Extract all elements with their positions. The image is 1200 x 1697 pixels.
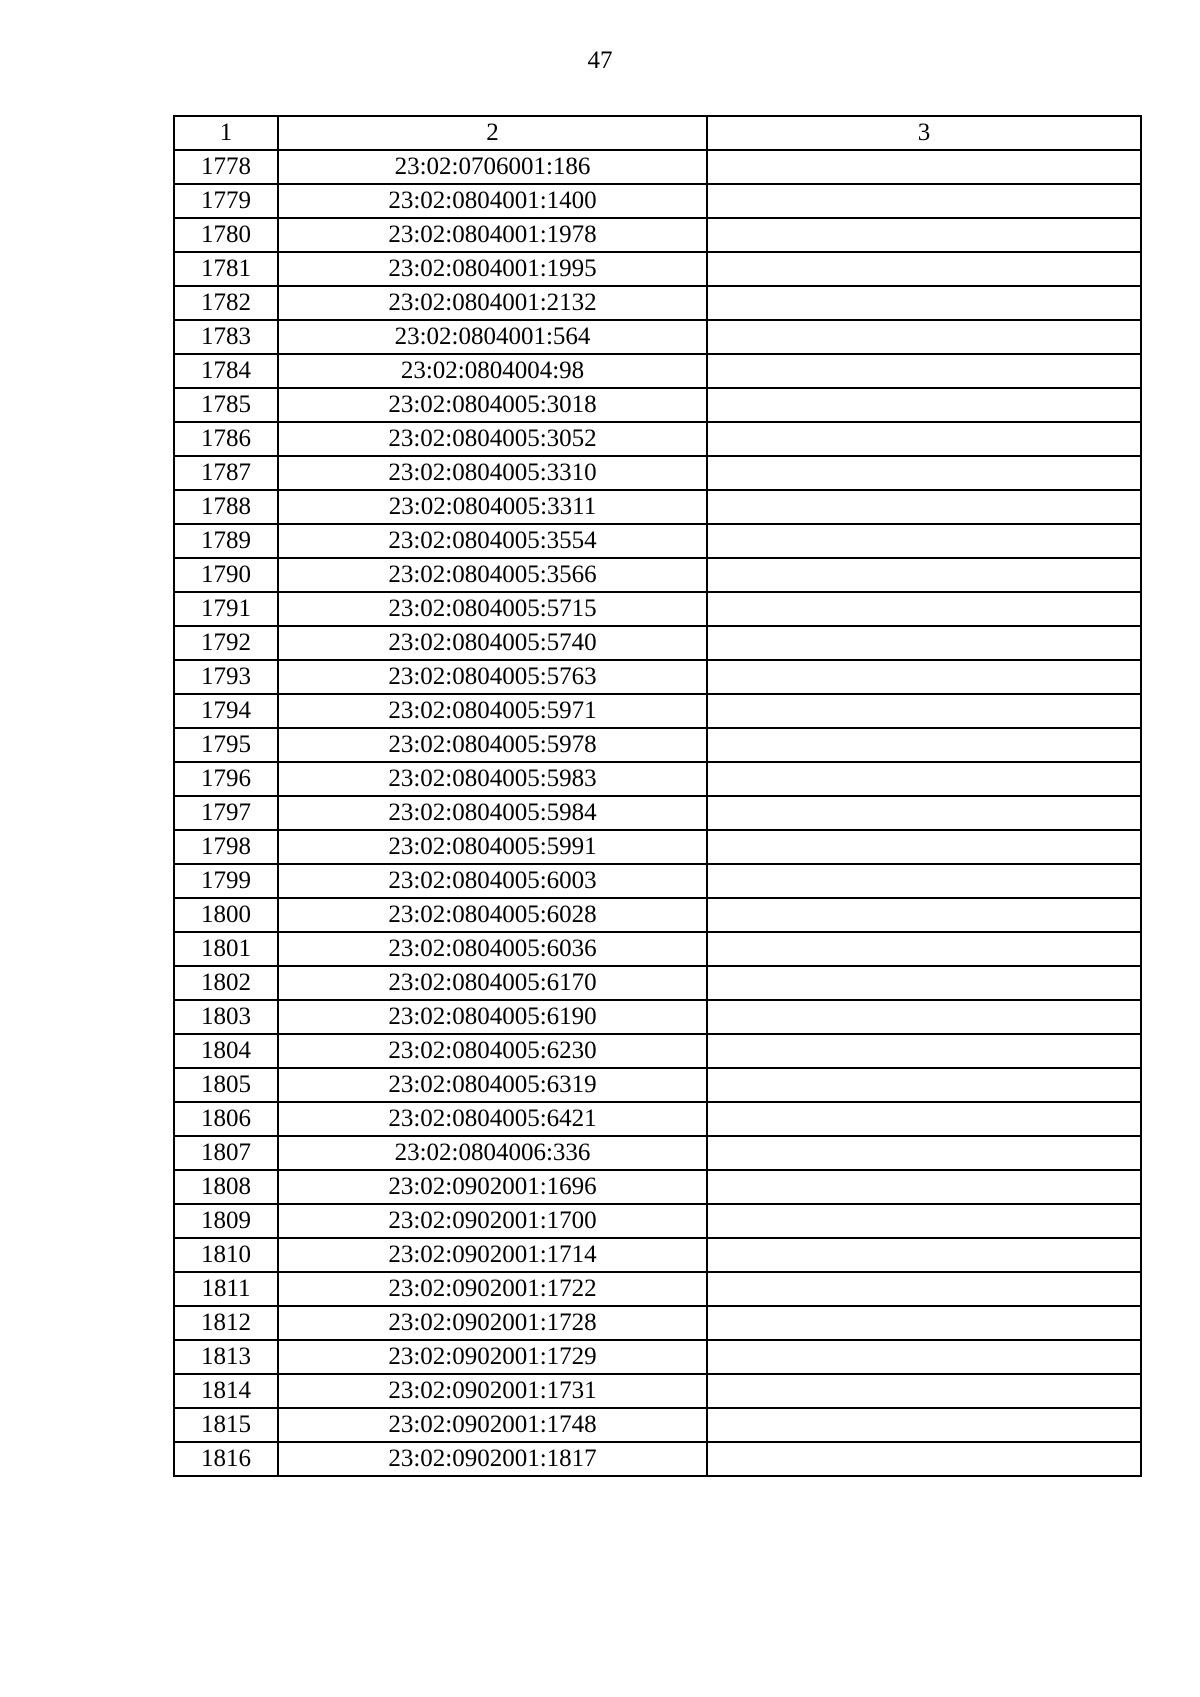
row-number-cell: 1779 [174, 184, 278, 218]
note-cell [707, 218, 1141, 252]
table-row [174, 1170, 1141, 1204]
table-row [174, 354, 1141, 388]
cadastral-number-cell: 23:02:0804005:5763 [278, 660, 707, 694]
cadastral-number-cell: 23:02:0804006:336 [278, 1136, 707, 1170]
table-row [174, 422, 1141, 456]
cadastral-number-cell: 23:02:0902001:1729 [278, 1340, 707, 1374]
note-cell [707, 1442, 1141, 1476]
table-row [174, 320, 1141, 354]
note-cell [707, 1068, 1141, 1102]
table-row [174, 626, 1141, 660]
note-cell [707, 456, 1141, 490]
cadastral-number-cell: 23:02:0902001:1722 [278, 1272, 707, 1306]
note-cell [707, 422, 1141, 456]
note-cell [707, 660, 1141, 694]
table-row [174, 524, 1141, 558]
note-cell [707, 388, 1141, 422]
cadastral-number-cell: 23:02:0902001:1714 [278, 1238, 707, 1272]
table-row [174, 1306, 1141, 1340]
table-header-row [174, 116, 1141, 150]
cadastral-number-cell: 23:02:0804005:6190 [278, 1000, 707, 1034]
note-cell [707, 490, 1141, 524]
table-row [174, 184, 1141, 218]
note-cell [707, 1272, 1141, 1306]
column-header-2: 2 [278, 116, 707, 150]
column-header-1: 1 [174, 116, 278, 150]
table-row [174, 830, 1141, 864]
cadastral-number-cell: 23:02:0804005:6319 [278, 1068, 707, 1102]
cadastral-number-cell: 23:02:0804005:6003 [278, 864, 707, 898]
table-row [174, 1034, 1141, 1068]
cadastral-number-cell: 23:02:0902001:1728 [278, 1306, 707, 1340]
cadastral-number-cell: 23:02:0902001:1700 [278, 1204, 707, 1238]
note-cell [707, 150, 1141, 184]
cadastral-number-cell: 23:02:0804005:5983 [278, 762, 707, 796]
row-number-cell: 1812 [174, 1306, 278, 1340]
cadastral-number-cell: 23:02:0804005:6230 [278, 1034, 707, 1068]
table-row [174, 218, 1141, 252]
row-number-cell: 1805 [174, 1068, 278, 1102]
table-row [174, 728, 1141, 762]
table-row [174, 1374, 1141, 1408]
row-number-cell: 1788 [174, 490, 278, 524]
table-row [174, 1340, 1141, 1374]
note-cell [707, 1340, 1141, 1374]
row-number-cell: 1804 [174, 1034, 278, 1068]
cadastral-number-cell: 23:02:0804005:6036 [278, 932, 707, 966]
row-number-cell: 1802 [174, 966, 278, 1000]
note-cell [707, 592, 1141, 626]
note-cell [707, 320, 1141, 354]
note-cell [707, 1170, 1141, 1204]
cadastral-number-cell: 23:02:0804001:2132 [278, 286, 707, 320]
row-number-cell: 1801 [174, 932, 278, 966]
table-body [174, 150, 1141, 1476]
note-cell [707, 1374, 1141, 1408]
cadastral-number-cell: 23:02:0804001:1400 [278, 184, 707, 218]
table-row [174, 762, 1141, 796]
row-number-cell: 1811 [174, 1272, 278, 1306]
note-cell [707, 864, 1141, 898]
note-cell [707, 796, 1141, 830]
note-cell [707, 1136, 1141, 1170]
table-row [174, 1102, 1141, 1136]
row-number-cell: 1789 [174, 524, 278, 558]
note-cell [707, 898, 1141, 932]
cadastral-number-cell: 23:02:0804005:3311 [278, 490, 707, 524]
row-number-cell: 1783 [174, 320, 278, 354]
note-cell [707, 286, 1141, 320]
cadastral-number-cell: 23:02:0902001:1817 [278, 1442, 707, 1476]
row-number-cell: 1813 [174, 1340, 278, 1374]
table-row [174, 796, 1141, 830]
table-row [174, 1068, 1141, 1102]
table-row [174, 864, 1141, 898]
cadastral-number-cell: 23:02:0804005:3052 [278, 422, 707, 456]
note-cell [707, 1034, 1141, 1068]
row-number-cell: 1778 [174, 150, 278, 184]
row-number-cell: 1794 [174, 694, 278, 728]
note-cell [707, 184, 1141, 218]
cadastral-number-cell: 23:02:0804001:1978 [278, 218, 707, 252]
cadastral-number-cell: 23:02:0804005:5971 [278, 694, 707, 728]
row-number-cell: 1784 [174, 354, 278, 388]
note-cell [707, 354, 1141, 388]
cadastral-number-cell: 23:02:0804005:3018 [278, 388, 707, 422]
table-row [174, 150, 1141, 184]
table-row [174, 1272, 1141, 1306]
table-row [174, 694, 1141, 728]
row-number-cell: 1781 [174, 252, 278, 286]
note-cell [707, 728, 1141, 762]
row-number-cell: 1809 [174, 1204, 278, 1238]
table-row [174, 1204, 1141, 1238]
note-cell [707, 1238, 1141, 1272]
row-number-cell: 1786 [174, 422, 278, 456]
cadastral-number-cell: 23:02:0804005:6028 [278, 898, 707, 932]
note-cell [707, 252, 1141, 286]
cadastral-number-cell: 23:02:0902001:1748 [278, 1408, 707, 1442]
table-row [174, 558, 1141, 592]
note-cell [707, 932, 1141, 966]
row-number-cell: 1787 [174, 456, 278, 490]
cadastral-number-cell: 23:02:0804005:5715 [278, 592, 707, 626]
row-number-cell: 1810 [174, 1238, 278, 1272]
row-number-cell: 1799 [174, 864, 278, 898]
row-number-cell: 1796 [174, 762, 278, 796]
column-header-3: 3 [707, 116, 1141, 150]
row-number-cell: 1815 [174, 1408, 278, 1442]
table-row [174, 388, 1141, 422]
cadastral-number-cell: 23:02:0804005:5740 [278, 626, 707, 660]
cadastral-number-cell: 23:02:0804005:5984 [278, 796, 707, 830]
cadastral-number-cell: 23:02:0804005:3554 [278, 524, 707, 558]
note-cell [707, 626, 1141, 660]
note-cell [707, 1408, 1141, 1442]
table-row [174, 490, 1141, 524]
note-cell [707, 1306, 1141, 1340]
note-cell [707, 966, 1141, 1000]
cadastral-number-cell: 23:02:0706001:186 [278, 150, 707, 184]
table-row [174, 1000, 1141, 1034]
cadastral-number-cell: 23:02:0804005:6421 [278, 1102, 707, 1136]
page-number: 47 [587, 47, 613, 74]
note-cell [707, 1204, 1141, 1238]
registry-table [173, 115, 1142, 1477]
cadastral-number-cell: 23:02:0804005:6170 [278, 966, 707, 1000]
row-number-cell: 1782 [174, 286, 278, 320]
cadastral-number-cell: 23:02:0804004:98 [278, 354, 707, 388]
row-number-cell: 1790 [174, 558, 278, 592]
table-row [174, 1136, 1141, 1170]
row-number-cell: 1807 [174, 1136, 278, 1170]
cadastral-number-cell: 23:02:0804001:1995 [278, 252, 707, 286]
table-row [174, 252, 1141, 286]
table-row [174, 932, 1141, 966]
table-row [174, 286, 1141, 320]
row-number-cell: 1795 [174, 728, 278, 762]
table-row [174, 660, 1141, 694]
note-cell [707, 694, 1141, 728]
note-cell [707, 762, 1141, 796]
row-number-cell: 1797 [174, 796, 278, 830]
note-cell [707, 1000, 1141, 1034]
note-cell [707, 524, 1141, 558]
row-number-cell: 1806 [174, 1102, 278, 1136]
note-cell [707, 1102, 1141, 1136]
row-number-cell: 1814 [174, 1374, 278, 1408]
row-number-cell: 1780 [174, 218, 278, 252]
row-number-cell: 1803 [174, 1000, 278, 1034]
cadastral-number-cell: 23:02:0804005:5978 [278, 728, 707, 762]
table-row [174, 966, 1141, 1000]
row-number-cell: 1808 [174, 1170, 278, 1204]
row-number-cell: 1800 [174, 898, 278, 932]
cadastral-number-cell: 23:02:0804005:5991 [278, 830, 707, 864]
table-row [174, 1442, 1141, 1476]
cadastral-number-cell: 23:02:0804001:564 [278, 320, 707, 354]
table-row [174, 456, 1141, 490]
note-cell [707, 830, 1141, 864]
row-number-cell: 1785 [174, 388, 278, 422]
cadastral-number-cell: 23:02:0804005:3310 [278, 456, 707, 490]
row-number-cell: 1798 [174, 830, 278, 864]
cadastral-number-cell: 23:02:0804005:3566 [278, 558, 707, 592]
row-number-cell: 1793 [174, 660, 278, 694]
table-row [174, 1238, 1141, 1272]
note-cell [707, 558, 1141, 592]
cadastral-number-cell: 23:02:0902001:1696 [278, 1170, 707, 1204]
table-row [174, 1408, 1141, 1442]
row-number-cell: 1791 [174, 592, 278, 626]
table-row [174, 592, 1141, 626]
row-number-cell: 1816 [174, 1442, 278, 1476]
table-row [174, 898, 1141, 932]
cadastral-number-cell: 23:02:0902001:1731 [278, 1374, 707, 1408]
row-number-cell: 1792 [174, 626, 278, 660]
